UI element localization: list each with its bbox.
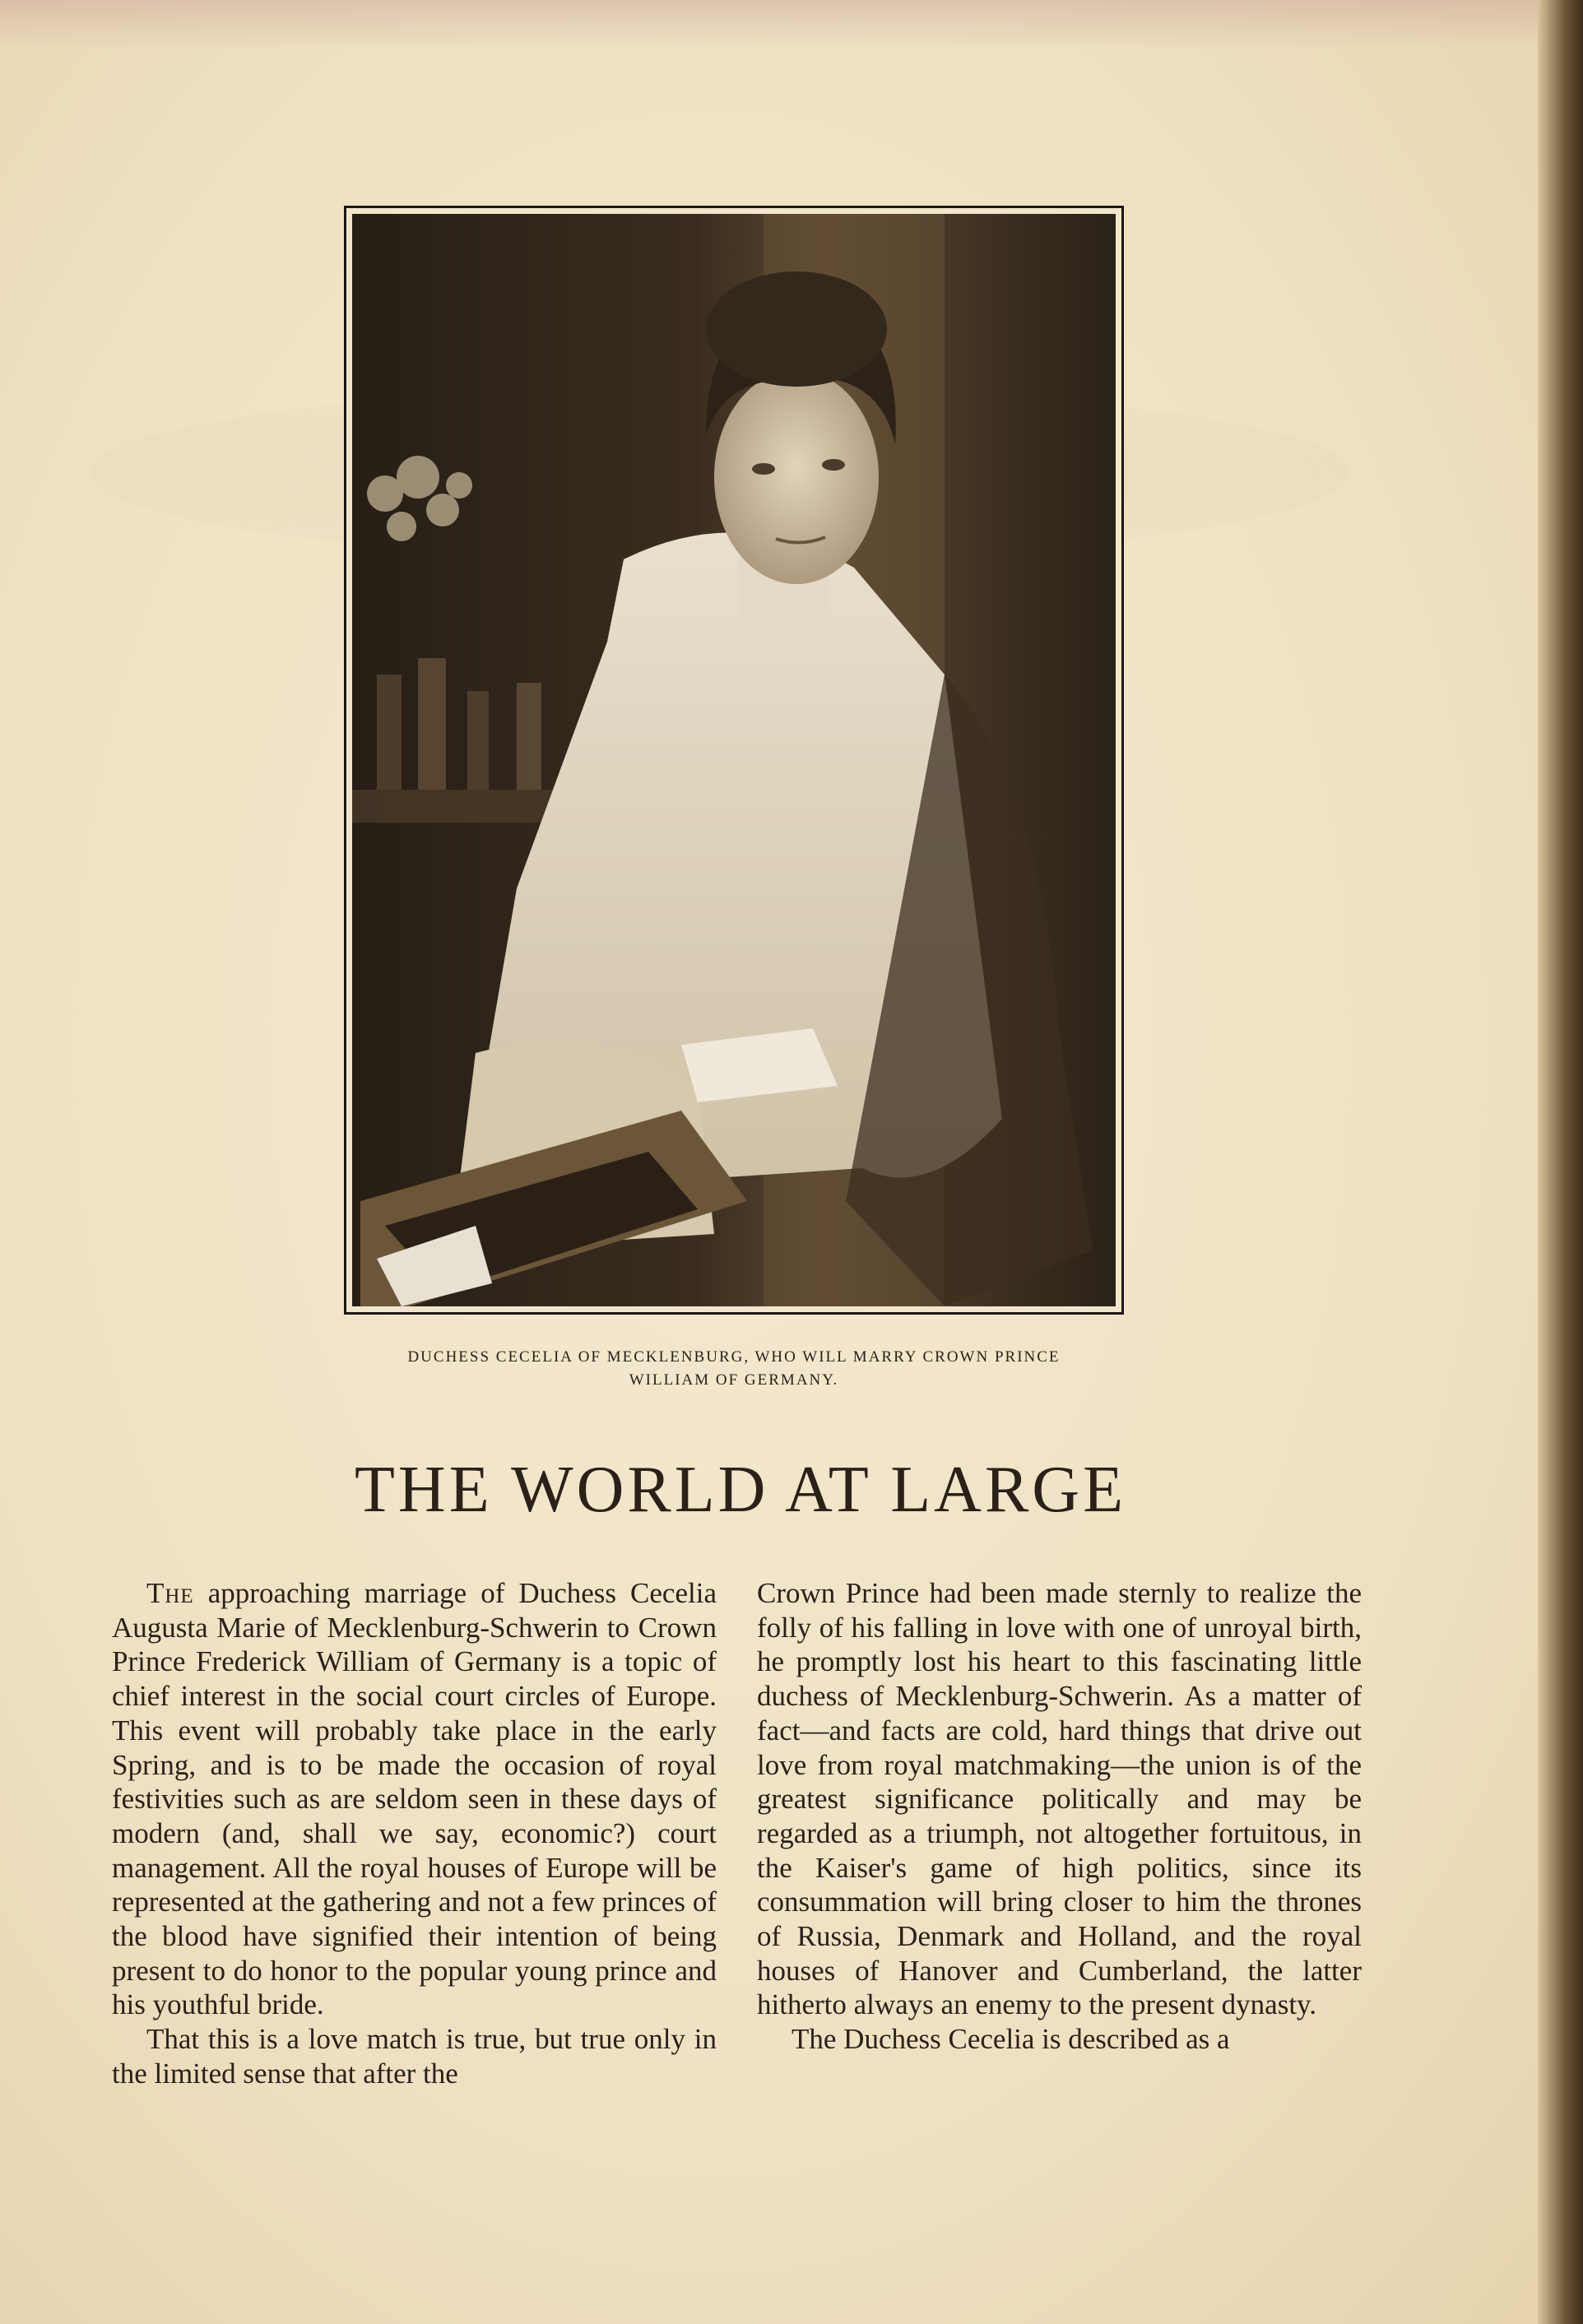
paragraph-text: approaching marriage of Duchess Cecelia Augusta Marie of Mecklenburg-Schwerin to Crown Prince Frederick William of Germany is a topic of chief interest in the social court circles of Europe. This event will probably take place in the early Spring, and is to be made the occasion of royal festivities such as are seldom seen in these days of modern (and, shall we say, economic?) court management. All the royal houses of Europe will be represented at the gathering and not a few princes of the blood have signified their intention of being present to do honor to the popular young prince and his youthful bride.	[112, 1577, 717, 2021]
article-column-left	[112, 1576, 717, 2091]
caption-line-2: WILLIAM OF GERMANY.	[629, 1371, 839, 1389]
caption-line-1: DUCHESS CECELIA OF MECKLENBURG, WHO WILL MARRY CROWN PRINCE	[407, 1348, 1061, 1366]
photo-caption	[344, 1346, 1124, 1392]
portrait-photo	[352, 214, 1116, 1306]
page-top-discoloration	[0, 0, 1583, 49]
article-column-right	[757, 1576, 1362, 2057]
binding-edge	[1538, 0, 1583, 2324]
article-paragraph: Crown Prince had been made sternly to realize the folly of his falling in love with one of unroyal birth, he promptly lost his heart to this fascinating little duchess of Mecklenburg-Schwerin. As a matter of fact—and facts are cold, hard things that drive out love from royal matchmaking—the union is of the greatest significance politically and may be regarded as a triumph, not altogether fortuitous, in the Kaiser's game of high politics, since its consummation will bring closer to him the thrones of Russia, Denmark and Holland, and the royal houses of Hanover and Cumberland, the latter hitherto always an enemy to the present dynasty.	[757, 1577, 1362, 2021]
article-paragraph: That this is a love match is true, but true only in the limited sense that after the	[112, 2023, 717, 2090]
portrait-photo-frame	[344, 206, 1124, 1315]
article-paragraph: The Duchess Cecelia is described as a	[792, 2023, 1230, 2056]
article-paragraph	[112, 1576, 717, 2022]
page-headline: THE WORLD AT LARGE	[355, 1454, 1126, 1526]
portrait-photo-illustration	[352, 214, 1116, 1306]
drop-lead-word: The	[146, 1577, 194, 1609]
